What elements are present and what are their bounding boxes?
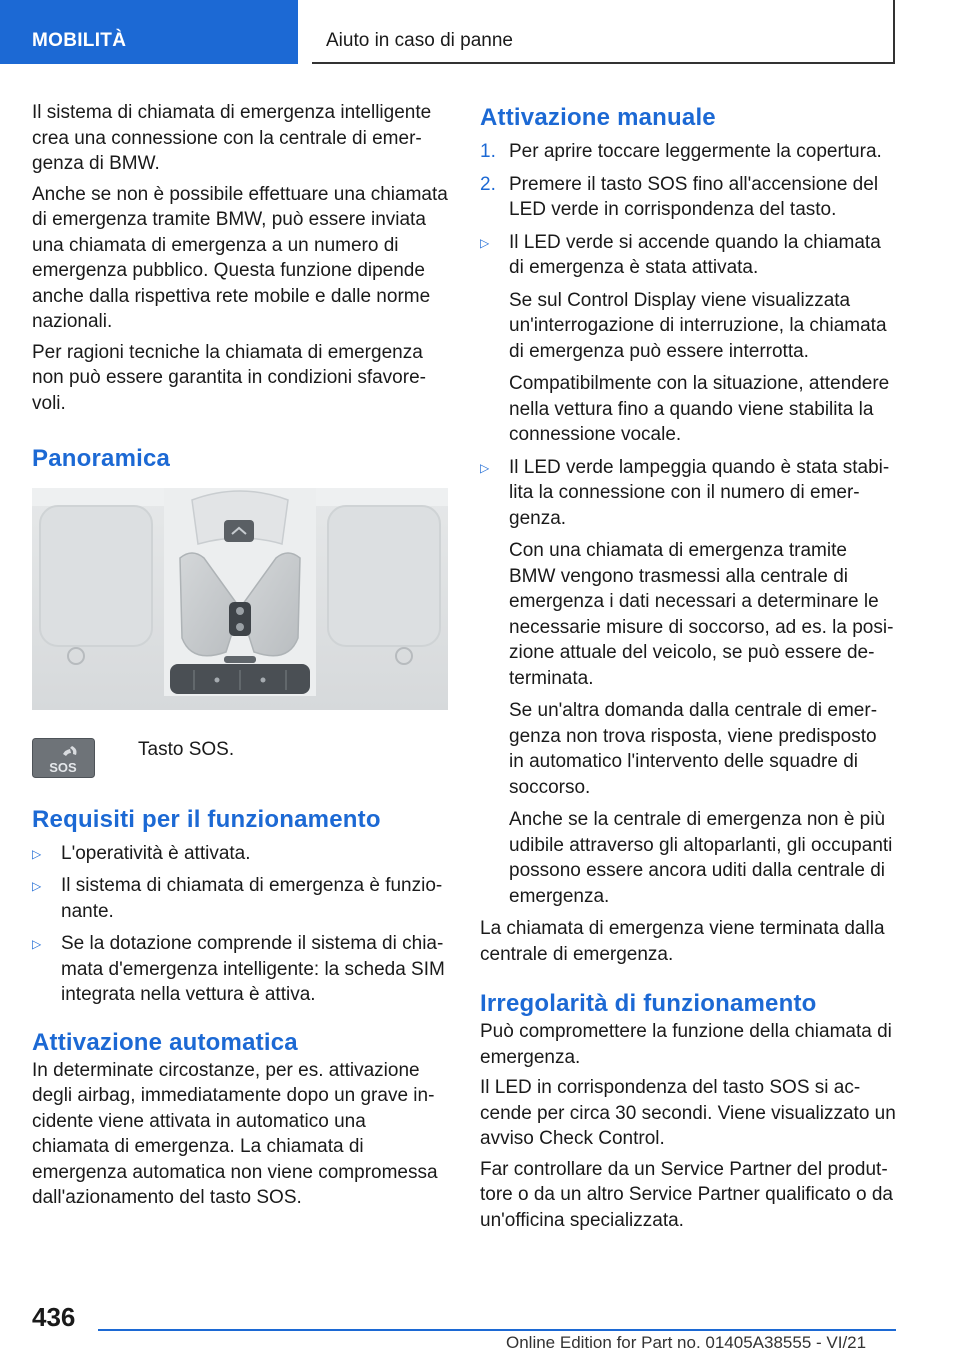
triangle-bullet-icon: ▷ — [32, 846, 42, 861]
overhead-console-photo — [32, 488, 448, 710]
chapter-header — [312, 0, 895, 64]
sos-caption: Tasto SOS. — [138, 738, 235, 760]
list-item: 2. Premere il tasto SOS fino all'accensione del LED verde in corrispondenza del tasto. — [480, 173, 879, 220]
step-number: 2. — [480, 173, 496, 195]
list-item: ▷ Il sistema di chiamata di emergenza è funzionante. — [32, 875, 443, 922]
triangle-bullet-icon: ▷ — [32, 937, 42, 951]
edition-note: Online Edition for Part no. 01405A38555 - VI/21 — [506, 1333, 867, 1352]
auto-activation-heading: Attivazione automatica — [32, 1028, 298, 1056]
list-item: ▷ Il LED verde lampeggia quando è stata stabilita la connessione con il numero di emergenza. Con una chiamata di emergenza tramite BMW vengono trasmessi alla centrale di emergenza i dati necessari a determinare le necessarie misure di soccorso, ad es. la posizione attuale del veicolo, se può essere determinata. Se un'altra domanda dalla centrale di emergenza non trova risposta, viene predisposto in automatico l'intervento delle squadre di soccorso. Anche se la centrale di emergenza non è più udibile attraverso gli altoparlanti, gli occupanti possono essere ancora uditi dalla centrale di emergenza. — [480, 456, 894, 907]
irregularities-paragraph-1: Può compromettere la funzione della chiamata di emergenza. — [480, 1021, 892, 1068]
irregularities-paragraph-2: Il LED in corrispondenza del tasto SOS si accende per circa 30 secondi. Viene visualizzato un avviso Check Control. — [480, 1077, 896, 1149]
overview-heading: Panoramica — [32, 445, 171, 472]
triangle-bullet-icon: ▷ — [480, 235, 490, 250]
triangle-bullet-icon: ▷ — [32, 879, 42, 893]
intro-paragraph-3: Per ragioni tecniche la chiamata di emergenza non può essere garantita in condizioni sfavorevoli. — [32, 341, 426, 414]
manual-activation-heading: Attivazione manuale — [480, 104, 716, 131]
termination-text: La chiamata di emergenza viene terminata dalla centrale di emergenza. — [480, 918, 885, 965]
irregularities-paragraph-3: Far controllare da un Service Partner del produttore o da un altro Service Partner qualificato o da un'officina specializzata. — [480, 1158, 893, 1231]
step-number: 1. — [480, 141, 496, 162]
intro-paragraph-1: Il sistema di chiamata di emergenza intelligente crea una connessione con la centrale di emergenza di BMW. — [32, 102, 432, 174]
section-title: MOBILITÀ — [32, 30, 127, 51]
chapter-title: Aiuto in caso di panne — [326, 30, 513, 51]
right-column — [480, 100, 896, 1238]
list-item: 1. Per aprire toccare leggermente la copertura. — [480, 139, 896, 165]
footer-divider — [98, 1329, 896, 1331]
list-item: ▷ Se la dotazione comprende il sistema di chiamata d'emergenza intelligente: la scheda SIM integrata nella vettura è attiva. — [32, 933, 445, 1005]
list-item: ▷ L'operatività è attivata. — [32, 841, 448, 867]
sos-button-icon — [32, 738, 95, 778]
left-column — [32, 100, 448, 1216]
irregularities-heading: Irregolarità di funzionamento — [480, 990, 817, 1017]
page-number: 436 — [32, 1302, 76, 1332]
sos-icon-label: SOS — [49, 759, 77, 775]
sos-caption-row — [32, 738, 448, 778]
requirements-heading: Requisiti per il funzionamento — [32, 805, 381, 833]
section-tab — [0, 0, 298, 64]
intro-paragraph-2: Anche se non è possibile effettuare una chiamata di emergenza tramite BMW, può essere inviata una chiamata di emergenza a un numero di emergenza pubblico. Questa funzione dipende anche dalla rispettiva rete mobile e dalle norme nazionali. — [32, 183, 448, 332]
triangle-bullet-icon: ▷ — [480, 460, 490, 475]
list-item: ▷ Il LED verde si accende quando la chiamata di emergenza è stata attivata. Se sul Control Display viene visualizzata un'interrogazione di interruzione, la chiamata di emergenza può essere interrotta. Compatibilmente con la situazione, attendere nella vettura fino a quando viene stabilita la connessione vocale. — [480, 231, 890, 445]
manual-steps-list — [480, 139, 896, 909]
requirements-list — [32, 841, 448, 1008]
auto-activation-text: In determinate circostanze, per es. attivazione degli airbag, immediatamente dopo un grave incidente viene attivata in automatico una chiamata di emergenza. La chiamata di emergenza automatica non viene compromessa dall'azionamento del tasto SOS. — [32, 1059, 438, 1208]
